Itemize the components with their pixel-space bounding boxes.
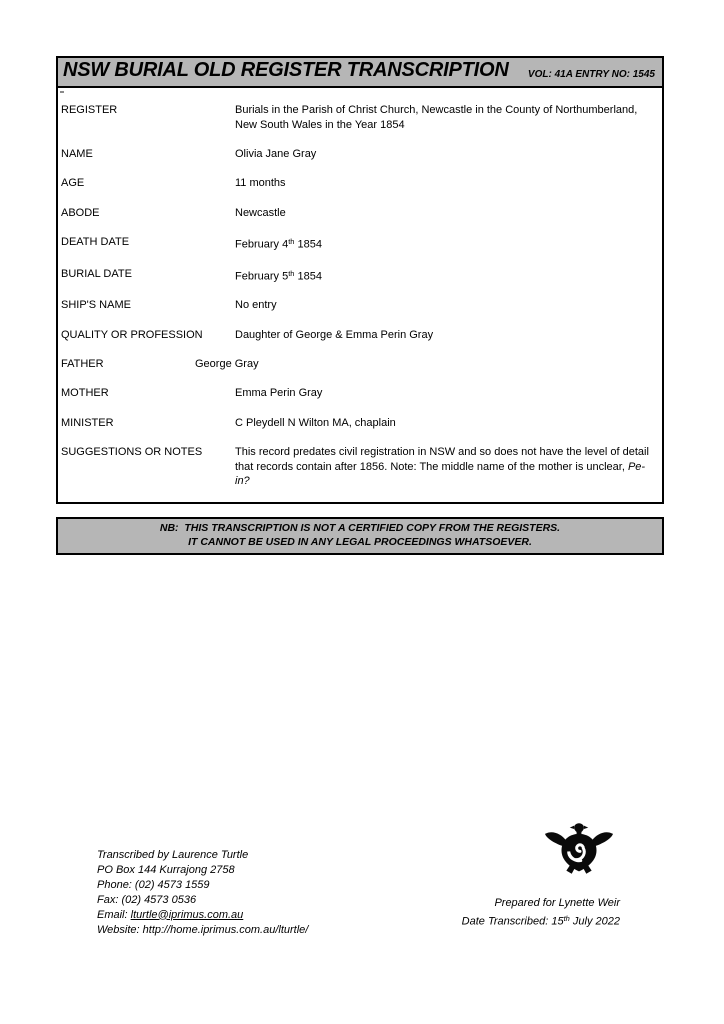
field-label: MINISTER: [61, 416, 114, 429]
field-label: QUALITY OR PROFESSION: [61, 328, 203, 341]
field-value: [235, 235, 659, 252]
date-year: 1854: [294, 238, 322, 251]
record-row-quality: [58, 328, 662, 343]
record-row-age: [58, 176, 662, 191]
field-label: SUGGESTIONS OR NOTES: [61, 445, 203, 458]
email-link[interactable]: lturtle@iprimus.com.au: [130, 908, 244, 921]
ordinal-superscript: th: [563, 914, 570, 923]
field-label: AGE: [61, 177, 85, 190]
field-label: DEATH DATE: [61, 235, 130, 248]
legal-notice-line2: IT CANNOT BE USED IN ANY LEGAL PROCEEDINGS WHATSOEVER.: [188, 535, 532, 548]
field-label: NAME: [61, 148, 93, 160]
field-value: [235, 267, 659, 284]
field-value: Burials in the Parish of Christ Church, Newcastle in the County of Northumberland, New South Wales in the Year 1854: [235, 104, 638, 131]
record-box: [56, 56, 664, 504]
record-row-mother: [58, 386, 662, 401]
notes-text: This record predates civil registration in NSW and so does not have the level of detail that records contain after 1856. Note: The middle name of the mother is unclear,: [235, 445, 649, 473]
field-value: No entry: [235, 299, 277, 312]
page-title: NSW BURIAL OLD REGISTER TRANSCRIPTION: [63, 59, 509, 81]
record-row-minister: [58, 416, 662, 431]
field-value: Emma Perin Gray: [235, 387, 323, 400]
vol-entry-number: VOL: 41A ENTRY NO: 1545: [527, 69, 655, 80]
field-label: BURIAL DATE: [61, 267, 132, 280]
legal-notice-box: [56, 517, 664, 555]
record-row-burial-date: [58, 267, 662, 284]
prepared-for-line: Prepared for Lynette Weir: [494, 897, 620, 909]
field-label: SHIP'S NAME: [61, 299, 131, 312]
email-label: Email:: [97, 908, 131, 921]
transcriber-contact-block: [97, 848, 308, 937]
website-url: http://home.iprimus.com.au/lturtle/: [142, 923, 309, 936]
record-header: [58, 58, 662, 88]
website-label: Website:: [97, 923, 143, 936]
ordinal-superscript: th: [288, 268, 295, 278]
field-value: Newcastle: [235, 206, 286, 219]
transcriber-phone: Phone: (02) 4573 1559: [97, 878, 210, 891]
record-row-notes: [58, 445, 662, 489]
transcriber-line: Transcribed by Laurence Turtle: [97, 849, 249, 861]
scan-artifact-mark: [60, 91, 64, 93]
field-value: Daughter of George & Emma Perin Gray: [235, 328, 434, 341]
transcriber-fax: Fax: (02) 4573 0536: [97, 893, 197, 906]
field-value: [235, 445, 659, 489]
record-row-father: [58, 357, 662, 372]
notes-unclear-name: Pe-in?: [235, 460, 646, 488]
field-value: Olivia Jane Gray: [235, 148, 317, 160]
record-body: [58, 88, 662, 502]
date-year: 1854: [294, 270, 322, 283]
date-transcribed-line: [462, 911, 620, 930]
record-row-death-date: [58, 235, 662, 252]
ordinal-superscript: th: [288, 236, 295, 246]
field-value: 11 months: [235, 177, 286, 190]
field-value: George Gray: [195, 358, 259, 371]
prepared-for-block: [462, 896, 620, 930]
record-row-register: [58, 103, 662, 132]
date-text: February 5: [235, 270, 289, 283]
field-label: FATHER: [61, 358, 104, 371]
record-row-abode: [58, 206, 662, 221]
turtle-logo-icon: [544, 822, 614, 875]
field-label: ABODE: [61, 206, 100, 219]
legal-notice-line1: NB: THIS TRANSCRIPTION IS NOT A CERTIFIED COPY FROM THE REGISTERS.: [159, 522, 561, 534]
field-label: MOTHER: [61, 387, 109, 400]
date-transcribed-rest: July 2022: [569, 915, 620, 928]
transcriber-website-line: [97, 923, 308, 938]
date-text: February 4: [235, 238, 289, 251]
field-value: C Pleydell N Wilton MA, chaplain: [235, 416, 396, 429]
record-row-name: [58, 147, 662, 162]
transcriber-email-line: [97, 908, 308, 923]
transcriber-address: PO Box 144 Kurrajong 2758: [97, 863, 235, 876]
field-label: REGISTER: [61, 104, 118, 116]
record-row-ships-name: [58, 298, 662, 313]
date-transcribed-text: Date Transcribed: 15: [461, 915, 564, 928]
